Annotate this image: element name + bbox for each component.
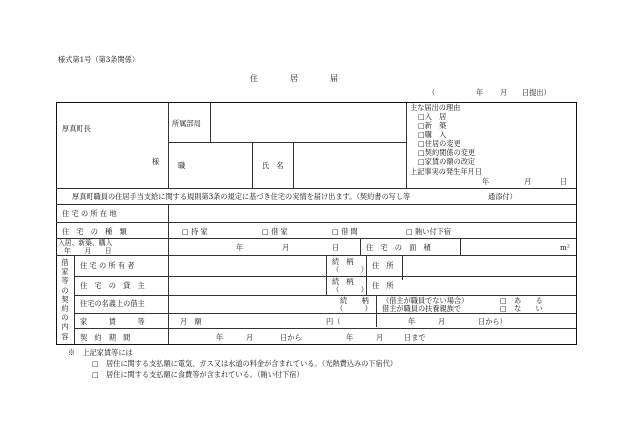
location-label: 住 宅 の 所 在 地: [62, 209, 117, 218]
reason-checkbox-movein[interactable]: □入 居: [418, 112, 447, 121]
reason-checkbox-change[interactable]: □住居の変更: [418, 139, 461, 148]
occurrence-year: 年: [482, 177, 490, 186]
declaration-attach-count: 通添付）: [488, 192, 517, 201]
form-left-border: [56, 102, 57, 345]
type-option-owned[interactable]: □ 持 家: [182, 227, 208, 236]
floor-area-label: 住 宅 の 面 積: [366, 243, 431, 252]
note-utilities-checkbox[interactable]: □ 居住に関する支払額に電気、ガス又は水道の料金が含まれている。（光熱費込みの下宿代）: [92, 359, 398, 368]
dependent-no-checkbox[interactable]: □ な い: [500, 304, 543, 313]
type-option-rented-room[interactable]: □ 借 間: [332, 227, 358, 236]
occurrence-day: 日: [560, 177, 568, 186]
period-end-until: 日まで: [404, 333, 426, 342]
period-start-month: 月: [246, 333, 254, 342]
borrower-note-1: （借主が職員でない場合）: [382, 296, 469, 305]
period-end-year: 年: [346, 333, 354, 342]
lender-relation-label: 続 柄: [332, 277, 354, 286]
movein-date-label: 入居、新築、購入: [58, 239, 113, 247]
type-option-boarding[interactable]: □ 賄い付下宿: [406, 227, 452, 236]
reason-checkbox-rent[interactable]: □家賃の額の改定: [418, 157, 476, 166]
reason-checkbox-contract[interactable]: □契約関係の変更: [418, 148, 476, 157]
date-month: 月: [500, 88, 508, 97]
rent-yen-label: 円（: [326, 317, 341, 326]
reasons-heading: 主な届出の理由: [410, 103, 461, 112]
movein-day: 日: [332, 243, 340, 252]
rent-monthly-label: 月 額: [180, 317, 202, 326]
form-right-border: [576, 102, 577, 345]
post-field[interactable]: [212, 146, 250, 184]
notes-heading: ※ 上記家賃等には: [68, 348, 133, 357]
borrower-relation-label: 続 柄: [340, 296, 369, 305]
date-year: 年: [476, 88, 484, 97]
nominal-borrower-label: 住宅の名義上の借主: [80, 299, 145, 308]
type-option-rented-house[interactable]: □ 借 家: [262, 227, 288, 236]
floor-area-field[interactable]: [464, 241, 556, 253]
period-start-from: 日から: [280, 333, 302, 342]
movein-date-label-2: 年 月 日: [64, 247, 112, 255]
owner-address-label: 住 所: [372, 261, 394, 270]
period-start-year: 年: [216, 333, 224, 342]
addressee-honorific: 様: [152, 157, 160, 166]
rent-month: 月: [438, 317, 446, 326]
borrower-note-2: 借主が職員の扶養親族で: [382, 304, 462, 313]
declaration-statement: 厚真町職員の住居手当支給に関する規則第3条の規定に基づき住宅の実情を届け出ます。（契約書の写し等: [72, 192, 411, 201]
rent-from: 日から）: [478, 317, 507, 326]
period-end-month: 月: [376, 333, 384, 342]
form-bottom-border: [56, 344, 576, 345]
borrower-relation-paren: （ ）: [336, 304, 372, 313]
name-field[interactable]: [296, 146, 402, 184]
dependent-yes-checkbox[interactable]: □ あ る: [500, 296, 543, 305]
owner-relation-paren: （ ）: [332, 265, 368, 274]
department-field[interactable]: [212, 108, 402, 138]
note-meals-checkbox[interactable]: □ 居住に関する支払額に食費等が含まれている。（賄い付下宿）: [92, 370, 304, 379]
occurrence-date-label: 上記事実の発生年月日: [410, 167, 482, 176]
movein-month: 月: [282, 243, 290, 252]
date-open: （: [428, 88, 436, 97]
owner-label: 住 宅 の 所 有 者: [80, 261, 135, 270]
lender-relation-paren: （ ）: [332, 285, 368, 294]
floor-area-unit: m²: [560, 243, 570, 252]
reason-checkbox-newbuild[interactable]: □新 築: [418, 121, 447, 130]
addressee-name: 厚真町長: [62, 124, 91, 133]
location-field[interactable]: [172, 207, 572, 221]
reason-checkbox-purchase[interactable]: □購 入: [418, 130, 447, 139]
department-label: 所属部局: [172, 119, 201, 128]
page-title: 住 居 届: [250, 74, 338, 83]
contract-section-label: 借家等の契約の内容: [61, 258, 69, 341]
rent-label: 家 賃 等: [80, 317, 145, 326]
housing-type-label: 住 宅 の 種 類: [62, 227, 127, 236]
post-label: 職: [178, 161, 186, 170]
lender-label: 住 宅 の 貸 主: [80, 281, 145, 290]
lender-address-label: 住 所: [372, 281, 394, 290]
owner-name-field[interactable]: [172, 258, 322, 274]
movein-year: 年: [236, 243, 244, 252]
owner-relation-label: 続 柄: [332, 257, 354, 266]
contract-period-label: 契 約 期 間: [80, 333, 131, 342]
form-number: 様式第1号（第3条関係）: [58, 55, 140, 64]
form-top-border: [56, 102, 576, 103]
occurrence-month: 月: [524, 177, 532, 186]
lender-name-field[interactable]: [172, 279, 322, 293]
rent-year: 年: [408, 317, 416, 326]
date-submit: 日提出）: [522, 88, 551, 97]
name-label: 氏 名: [262, 161, 284, 170]
